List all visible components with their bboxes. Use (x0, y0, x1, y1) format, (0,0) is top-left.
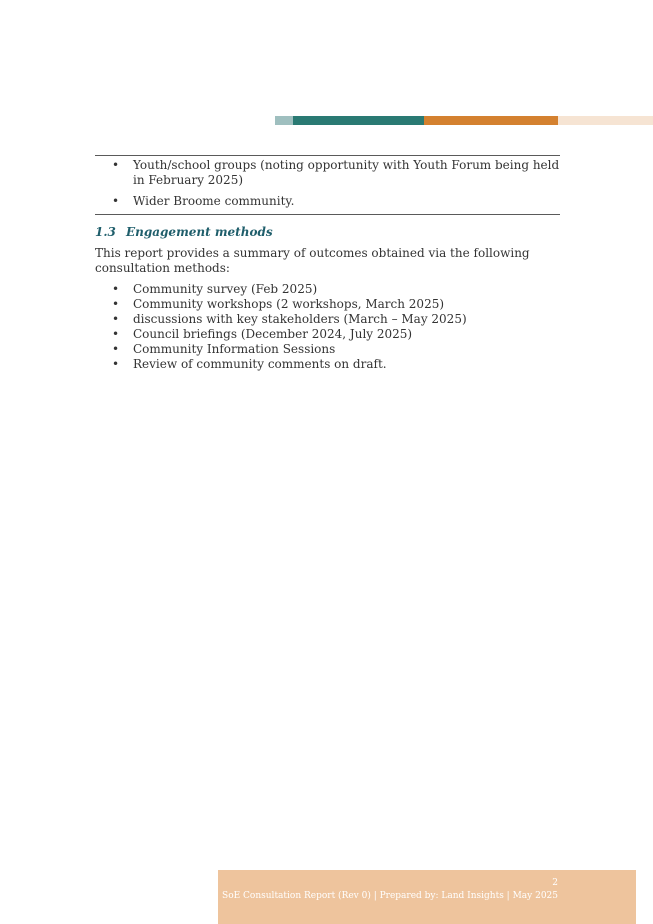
bullet-icon: • (112, 158, 120, 172)
intro-paragraph: This report provides a summary of outcomes obtained via the following consultation methods: (95, 246, 530, 275)
list-item (95, 327, 555, 342)
page-number: 2 (552, 878, 558, 888)
list-item (95, 342, 555, 357)
page-footer (218, 870, 636, 924)
bullet-icon: • (112, 342, 120, 356)
list-item-text: Wider Broome community. (133, 194, 295, 208)
list-item-text: Community Information Sessions (133, 342, 336, 356)
footer-text: SoE Consultation Report (Rev 0) | Prepared by: Land Insights | May 2025 (222, 891, 558, 901)
list-item-text: Community survey (Feb 2025) (133, 282, 318, 296)
stripe-segment-teal (293, 116, 424, 125)
bullet-icon: • (112, 312, 120, 326)
list-item-text: Review of community comments on draft. (133, 357, 387, 371)
stripe-segment-light-teal (275, 116, 293, 125)
consultation-methods (95, 282, 555, 372)
list-item-text: Youth/school groups (noting opportunity with Youth Forum being held in February 2025) (133, 158, 560, 187)
header-color-stripe (275, 116, 653, 125)
section-number: 1.3 (95, 225, 116, 239)
list-item (95, 158, 560, 188)
list-item (95, 357, 555, 372)
list-item (95, 282, 555, 297)
section-heading (95, 225, 273, 239)
bullet-icon: • (112, 297, 120, 311)
list-item (95, 312, 555, 327)
stakeholder-group-list (95, 158, 560, 209)
stripe-segment-peach (558, 116, 653, 125)
stripe-segment-orange (424, 116, 558, 125)
bullet-icon: • (112, 194, 120, 208)
bullet-icon: • (112, 282, 120, 296)
section-title: Engagement methods (126, 225, 273, 239)
list-item-text: discussions with key stakeholders (March – May 2025) (133, 312, 467, 326)
list-item-text: Council briefings (December 2024, July 2025) (133, 327, 413, 341)
consultation-methods-list (95, 282, 555, 372)
list-item (95, 194, 560, 209)
list-item (95, 297, 555, 312)
stakeholder-group-table (95, 155, 560, 215)
bullet-icon: • (112, 327, 120, 341)
list-item-text: Community workshops (2 workshops, March 2025) (133, 297, 445, 311)
bullet-icon: • (112, 357, 120, 371)
